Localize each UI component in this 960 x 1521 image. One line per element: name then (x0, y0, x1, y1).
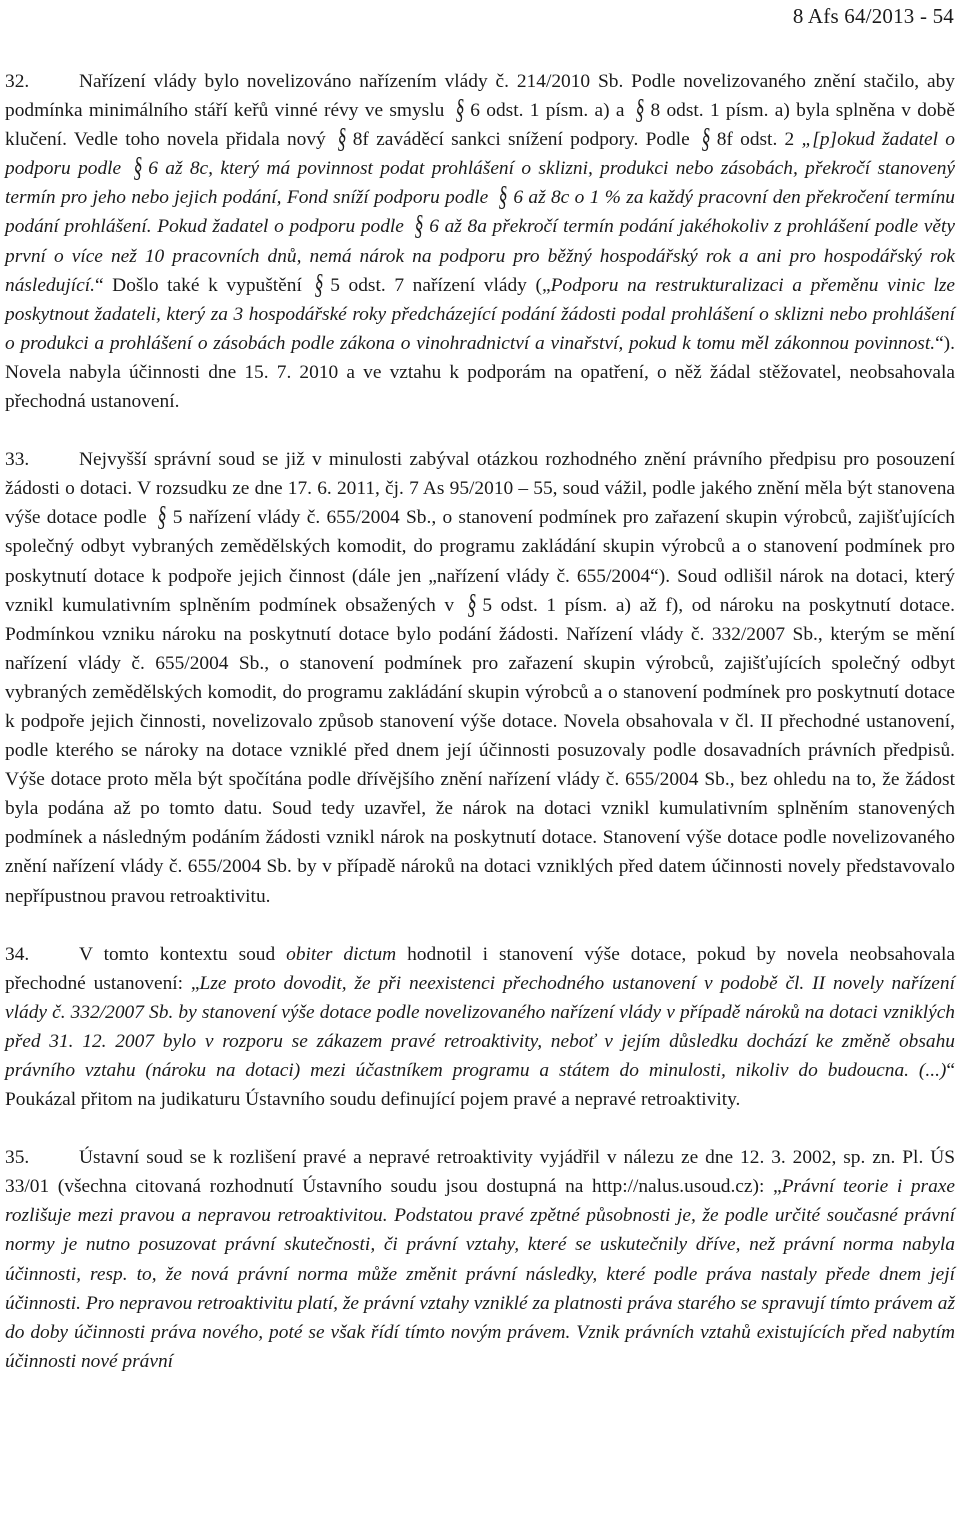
paragraph-text (5, 71, 955, 412)
paragraph-text (5, 1147, 955, 1372)
text-run: V tomto kontextu soud (79, 943, 287, 965)
paragraph-33 (5, 445, 955, 911)
section-sign: § (133, 153, 142, 184)
section-sign: § (467, 589, 476, 621)
paragraph-number: 34. (5, 943, 30, 965)
text-run: Ústavní soud se k rozlišení pravé a nepravé retroaktivity vyjádřil v nálezu ze dne 12. 3. 2002, sp. zn. Pl. ÚS 33/01 (všechna citovaná rozhodnutí Ústavního soudu jsou dostupná na http://nalus.usoud.cz): „ (5, 1147, 955, 1198)
text-run: 5 nařízení vlády č. 655/2004 Sb., o stanovení podmínek pro zařazení skupin výrobců, zajišťujících společný odbyt vybraných zemědělských komodit, do programu zakládání skupin výrobců a o stanovení podmínek pro poskytnutí dotace k podpoře jejich činnost (dále jen „nařízení vlády č. 655/2004“). Soud odlišil nárok na dotaci, který vznikl kumulativním splněním podmínek obsažených v (5, 507, 955, 616)
italic-quote: 6 až 8c o 1 % za každý pracovní den překročení termínu podání prohlášení. Pokud žadatel o podporu podle (5, 187, 956, 238)
section-sign: § (701, 124, 711, 155)
page-header-case-ref: 8 Afs 64/2013 - 54 (792, 4, 954, 28)
paragraph-text (5, 449, 955, 906)
italic-quote: Lze proto dovodit, že při neexistenci přechodného ustanovení v podobě čl. II novely nařízení vlády č. 332/2007 Sb. by stanovení výše dotace podle novelizovaného nařízení vlády v případě nároků na dotaci vzniklých před 31. 12. 2007 bylo v rozporu se zákazem pravé retroaktivity, neboť v jejím důsledku dochází ke změně obsahu právního vztahu (nároku na dotaci) mezi účastníkem programu a státem do minulosti, nikoliv do budoucna. (...) (5, 972, 956, 1081)
text-run: 8f zaváděcí sankci snížení podpory. Podle (352, 129, 698, 151)
paragraph-number: 33. (5, 449, 30, 471)
italic-quote: obiter dictum (286, 943, 397, 965)
paragraph-32 (5, 67, 955, 416)
section-sign: § (157, 502, 167, 534)
section-sign: § (498, 182, 507, 214)
text-run: 6 odst. 1 písm. a) a (470, 100, 631, 122)
section-sign: § (414, 211, 423, 243)
section-sign: § (337, 124, 347, 155)
italic-quote: Podporu na restrukturalizaci a přeměnu vinic lze poskytnout žadateli, který za 3 hospodářské roky předcházející podání žádosti podal prohlášení o sklizni nebo prohlášení o produkci a prohlášení o zásobách podle zákona o vinohradnictví a vinařství, pokud k tomu měl zákonnou povinnost. (5, 274, 955, 354)
text-run: “ Došlo také k vypuštění (94, 274, 311, 296)
italic-quote: 6 až 8c, který má povinnost podat prohlášení o sklizni, produkci nebo zásobách, překročí stanovený termín pro jeho nebo jejich podání, Fond sníží podporu podle (5, 158, 956, 209)
section-sign: § (455, 95, 464, 126)
text-run: “ Poukázal přitom na judikaturu Ústavního soudu definující pojem pravé a nepravé retroaktivity. (5, 1060, 955, 1111)
italic-quote: 6 až 8a překročí termín podání jakéhokoliv z prohlášení podle věty první o více než 10 pracovních dnů, nemá nárok na podporu pro běžný hospodářský rok a ani pro hospodářský rok následující. (5, 216, 956, 296)
paragraph-number: 32. (5, 71, 30, 92)
document-body (5, 67, 955, 1405)
text-run: 8 odst. 1 písm. a) byla splněna v době klučení. Vedle toho novela přidala nový (5, 100, 955, 151)
section-sign: § (635, 95, 645, 126)
italic-quote: „[p]okud žadatel o podporu podle (5, 129, 955, 180)
paragraph-35 (5, 1143, 955, 1376)
text-run: 5 odst. 7 nařízení vlády („ (330, 274, 551, 296)
paragraph-text (5, 944, 955, 1110)
paragraph-number: 35. (5, 1147, 30, 1169)
text-run: hodnotil i stanovení výše dotace, pokud by novela neobsahovala přechodné ustanovení: „ (5, 943, 955, 994)
text-run: Nařízení vlády bylo novelizováno nařízením vlády č. 214/2010 Sb. Podle novelizovaného znění stačilo, aby podmínka minimálního stáří keřů vinné révy ve smyslu (5, 71, 955, 122)
paragraph-34 (5, 940, 955, 1115)
text-run: Nejvyšší správní soud se již v minulosti zabýval otázkou rozhodného znění právního předpisu pro posouzení žádosti o dotaci. V rozsudku ze dne 17. 6. 2011, čj. 7 As 95/2010 – 55, soud vážil, podle jakého znění měla být stanovena výše dotace podle (5, 449, 955, 529)
text-run: 5 odst. 1 písm. a) až f), od nároku na poskytnutí dotace. Podmínkou vzniku nároku na poskytnutí dotace bylo podání žádosti. Nařízení vlády č. 332/2007 Sb., kterým se mění nařízení vlády č. 655/2004 Sb., o stanovení podmínek pro zařazení skupin výrobců, zajišťujících společný odbyt vybraných zemědělských komodit, do programu zakládání skupin výrobců a o stanovení podmínek pro poskytnutí dotace k podpoře jejich činnosti, novelizovalo způsob stanovení výše dotace. Novela obsahovala v čl. II přechodné ustanovení, podle kterého se nároky na dotace vzniklé před dnem její účinnosti posuzovaly podle dosavadních právních předpisů. Výše dotace proto měla být spočítána podle dřívějšího znění nařízení vlády č. 655/2004 Sb., bez ohledu na to, že žádost byla podána až po tomto datu. Soud tedy uzavřel, že nárok na dotaci vznikl kumulativním splněním stanovených podmínek a následným podáním žádosti vznikl nárok na poskytnutí dotace. Stanovení výše dotace podle novelizovaného znění nařízení vlády č. 655/2004 Sb. by v případě nároků na dotaci vzniklých před datem účinnosti novely představovalo nepřípustnou pravou retroaktivitu. (5, 594, 955, 907)
text-run: 8f odst. 2 (716, 129, 802, 151)
section-sign: § (314, 269, 324, 301)
italic-quote: Právní teorie i praxe rozlišuje mezi pravou a nepravou retroaktivitou. Podstatou pravé zpětné působnosti je, že podle určité současné právní normy je nutno posuzovat právní skutečnosti, či právní vztahy, které se uskutečnily dříve, než právní norma nabyla účinnosti, resp. to, že nová právní norma může změnit právní následky, které podle práva nastaly přede dnem její účinnosti. Pro nepravou retroaktivitu platí, že právní vztahy vzniklé za platnosti práva starého se spravují tímto právem až do doby účinnosti práva nového, poté se však řídí tímto novým právem. Vznik právních vztahů existujících před nabytím účinnosti nové právní (5, 1176, 955, 1372)
text-run: “). Novela nabyla účinnosti dne 15. 7. 2010 a ve vztahu k podporám na opatření, o něž žádal stěžovatel, neobsahovala přechodná ustanovení. (5, 332, 955, 413)
